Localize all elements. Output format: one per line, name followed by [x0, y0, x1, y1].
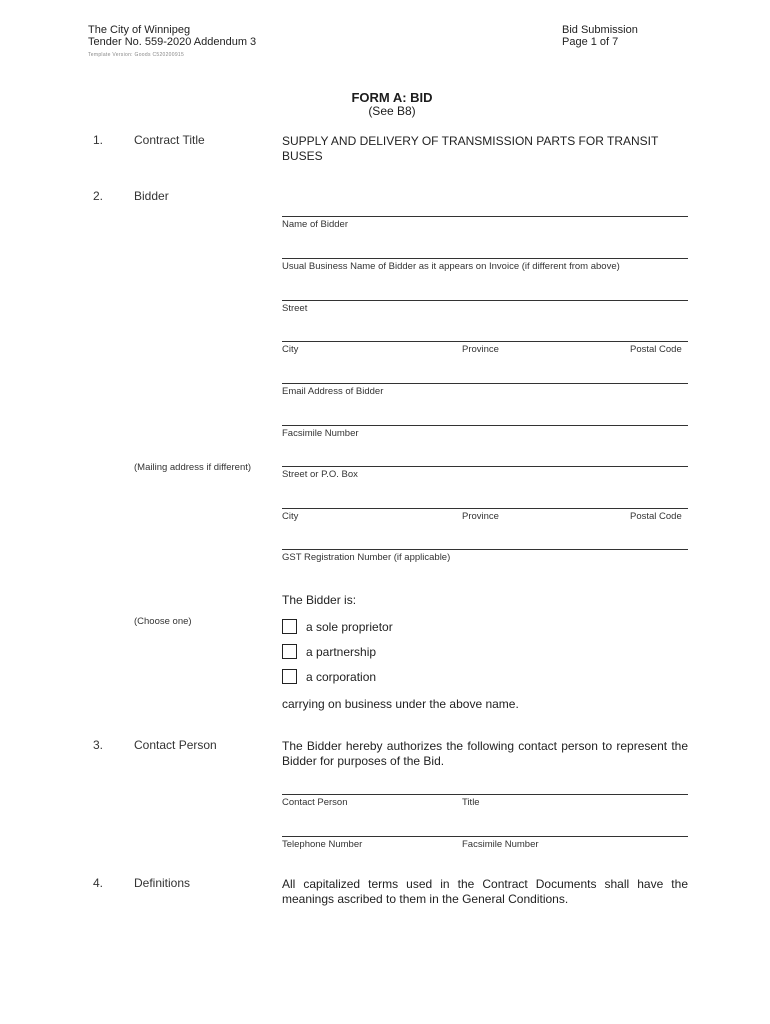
sole-proprietor-label: a sole proprietor	[306, 619, 393, 634]
po-box-label: Street or P.O. Box	[282, 469, 358, 480]
option-sole-proprietor[interactable]	[282, 619, 393, 634]
business-name-label: Usual Business Name of Bidder as it appears on Invoice (if different from above)	[282, 261, 620, 272]
city2-label: City	[282, 511, 299, 522]
province2-label: Province	[462, 511, 499, 522]
partnership-checkbox[interactable]	[282, 644, 297, 659]
header-template: Template Version: Goods C520200915	[88, 52, 185, 58]
contact-authorization-text: The Bidder hereby authorizes the following contact person to represent the Bidder for purposes of the Bid.	[282, 739, 688, 768]
sole-proprietor-checkbox[interactable]	[282, 619, 297, 634]
business-name-line[interactable]	[282, 258, 688, 259]
province-label: Province	[462, 344, 499, 355]
fax-line[interactable]	[282, 425, 688, 426]
carrying-on-business-text: carrying on business under the above name.	[282, 697, 519, 711]
contact-fax-label: Facsimile Number	[462, 839, 539, 850]
option-corporation[interactable]	[282, 669, 376, 684]
section-4-label: Definitions	[134, 876, 191, 890]
contract-title-text: SUPPLY AND DELIVERY OF TRANSMISSION PARTS FOR TRANSIT BUSES	[282, 134, 659, 163]
bidder-type-heading: The Bidder is:	[282, 593, 357, 607]
gst-label: GST Registration Number (if applicable)	[282, 552, 451, 563]
section-3-label: Contact Person	[134, 738, 217, 752]
name-label: Name of Bidder	[282, 219, 349, 230]
form-title: FORM A: BID	[351, 90, 433, 105]
contact-title-label: Title	[462, 797, 480, 808]
partnership-label: a partnership	[306, 644, 377, 659]
corporation-checkbox[interactable]	[282, 669, 297, 684]
header-doc: Bid Submission	[562, 24, 638, 36]
street-line[interactable]	[282, 300, 688, 301]
fax-label: Facsimile Number	[282, 428, 359, 439]
section-2-number: 2.	[93, 189, 104, 203]
section-3-number: 3.	[93, 738, 104, 752]
street-label: Street	[282, 303, 308, 314]
postal-code2-label: Postal Code	[630, 511, 682, 522]
header-page: Page 1 of 7	[562, 36, 619, 48]
form-ref: (See B8)	[368, 104, 416, 118]
gst-line[interactable]	[282, 549, 688, 550]
section-1-number: 1.	[93, 133, 104, 147]
corporation-label: a corporation	[306, 669, 377, 684]
definitions-text: All capitalized terms used in the Contract Documents shall have the meanings ascribed to them in the General Conditions.	[282, 877, 688, 906]
choose-one-note: (Choose one)	[134, 616, 192, 627]
po-box-line[interactable]	[282, 466, 688, 467]
section-4-number: 4.	[93, 876, 104, 890]
option-partnership[interactable]	[282, 644, 376, 659]
email-label: Email Address of Bidder	[282, 386, 384, 397]
header-tender: Tender No. 559-2020 Addendum 3	[88, 36, 257, 48]
section-2-label: Bidder	[134, 189, 169, 203]
contact-person-label: Contact Person	[282, 797, 348, 808]
contact-person-line[interactable]	[282, 794, 688, 795]
city-line[interactable]	[282, 341, 688, 342]
postal-code-label: Postal Code	[630, 344, 682, 355]
mailing-address-note: (Mailing address if different)	[134, 462, 252, 473]
telephone-label: Telephone Number	[282, 839, 363, 850]
header-city: The City of Winnipeg	[88, 24, 191, 36]
email-line[interactable]	[282, 383, 688, 384]
city-label: City	[282, 344, 299, 355]
section-1-label: Contract Title	[134, 133, 205, 147]
name-line[interactable]	[282, 216, 688, 217]
city2-line[interactable]	[282, 508, 688, 509]
telephone-line[interactable]	[282, 836, 688, 837]
